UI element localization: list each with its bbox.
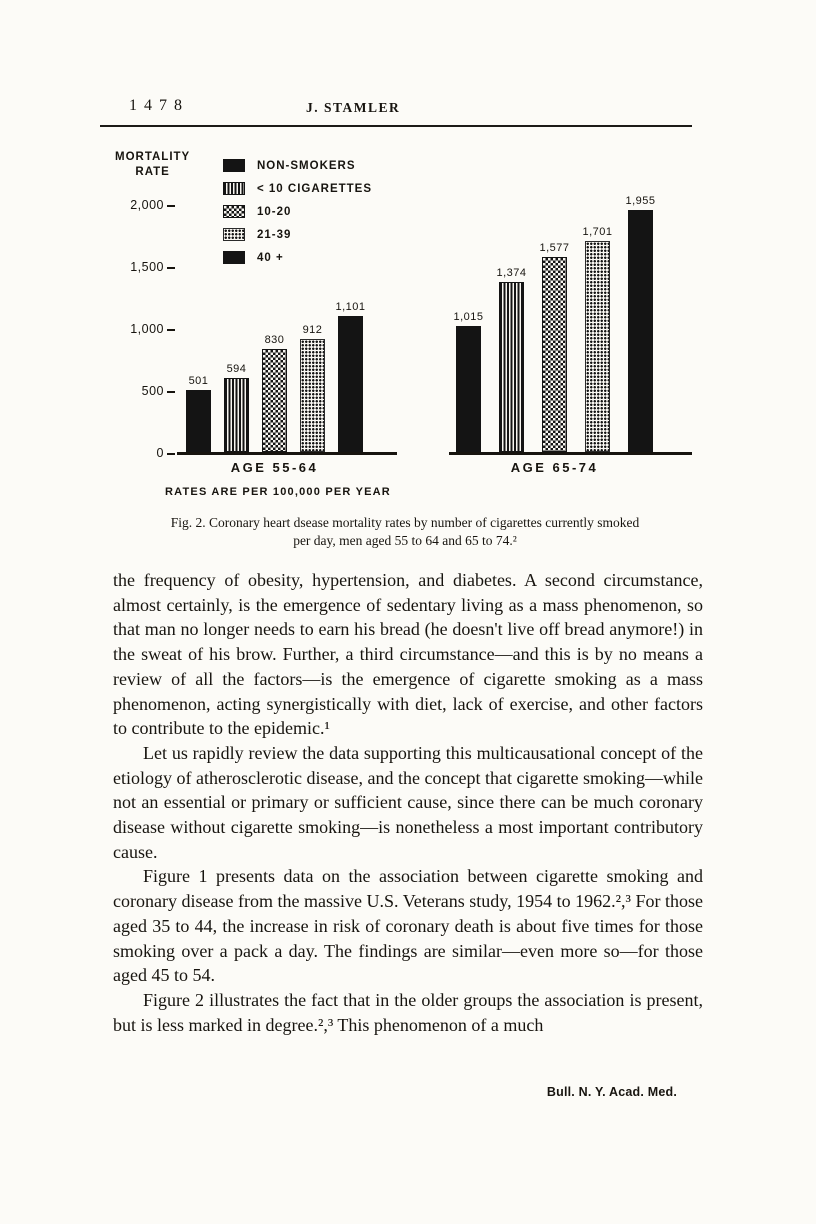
legend-label: 21-39 bbox=[257, 228, 292, 241]
bar-value: 1,015 bbox=[453, 311, 484, 323]
legend-label: < 10 CIGARETTES bbox=[257, 182, 373, 195]
tick-mark bbox=[167, 329, 175, 331]
tick-mark bbox=[167, 267, 175, 269]
bar-65-74-10-20 bbox=[539, 242, 570, 452]
bar-rect bbox=[224, 378, 249, 452]
bar-rect bbox=[186, 390, 211, 452]
bar-55-64-10-20 bbox=[262, 334, 287, 452]
bar-rect bbox=[499, 282, 524, 452]
bar-65-74-40plus bbox=[625, 195, 656, 452]
bar-rect bbox=[262, 349, 287, 452]
bar-55-64-40plus bbox=[335, 301, 366, 452]
bar-55-64-nonsmokers bbox=[186, 375, 211, 452]
bar-value: 912 bbox=[302, 324, 323, 336]
x-axis-baseline-left bbox=[177, 452, 397, 455]
bar-rect bbox=[300, 339, 325, 452]
tick-mark bbox=[167, 453, 175, 455]
y-tick-2000 bbox=[130, 198, 175, 212]
bar-group-age-65-74 bbox=[453, 195, 656, 452]
caption-line2: per day, men aged 55 to 64 and 65 to 74.² bbox=[293, 532, 517, 548]
y-tick-0 bbox=[157, 446, 175, 460]
bar-rect bbox=[542, 257, 567, 452]
body-text bbox=[113, 568, 703, 1037]
legend-label: 40 + bbox=[257, 251, 284, 264]
y-axis-title-line1: MORTALITY bbox=[115, 151, 191, 163]
bar-rect bbox=[338, 316, 363, 452]
y-tick-label: 2,000 bbox=[130, 198, 164, 213]
bar-value: 1,955 bbox=[625, 195, 656, 207]
bar-value: 1,374 bbox=[496, 267, 527, 279]
legend-label: 10-20 bbox=[257, 205, 292, 218]
bar-65-74-lt10 bbox=[496, 267, 527, 452]
bar-rect bbox=[585, 241, 610, 452]
y-tick-label: 1,500 bbox=[130, 260, 164, 275]
header-rule bbox=[100, 125, 692, 127]
legend-swatch-solid bbox=[223, 159, 245, 172]
y-tick-label: 1,000 bbox=[130, 322, 164, 337]
bar-value: 1,701 bbox=[582, 226, 613, 238]
bar-65-74-21-39 bbox=[582, 226, 613, 452]
x-axis-label-age-65-74: AGE 65-74 bbox=[510, 460, 599, 475]
rates-footnote: RATES ARE PER 100,000 PER YEAR bbox=[165, 486, 391, 498]
bar-value: 1,101 bbox=[335, 301, 366, 313]
paragraph-3: Figure 1 presents data on the association between cigarette smoking and coronary disease from the massive U.S. Veterans study, 1954 to 1962.²,³ For those aged 35 to 44, the increase in risk of coronary death is about five times for those smoking over a pack a day. The findings are similar—even more so—for those aged 45 to 54. bbox=[113, 866, 703, 986]
bar-rect bbox=[456, 326, 481, 452]
bar-group-age-55-64 bbox=[186, 301, 366, 452]
page-number: 1478 bbox=[129, 97, 189, 114]
paragraph-2: Let us rapidly review the data supporting this multicausational concept of the etiology of atherosclerotic disease, and the concept that cigarette smoking—while not an essential or primary or sufficient cause, since there can be much coronary disease without cigarette smoking—is nonetheless a most important contributory cause. bbox=[113, 742, 703, 862]
paragraph-4: Figure 2 illustrates the fact that in the older groups the association is present, but is less marked in degree.²,³ This phenomenon of a much bbox=[113, 989, 703, 1035]
bar-value: 1,577 bbox=[539, 242, 570, 254]
figure-2-chart bbox=[113, 142, 697, 564]
x-axis-label-age-55-64: AGE 55-64 bbox=[230, 460, 319, 475]
y-axis-title-line2: RATE bbox=[135, 166, 170, 178]
tick-mark bbox=[167, 391, 175, 393]
bar-rect bbox=[628, 210, 653, 452]
bar-value: 594 bbox=[226, 363, 247, 375]
bar-55-64-lt10 bbox=[224, 363, 249, 452]
y-tick-label: 500 bbox=[141, 384, 164, 399]
y-tick-1500 bbox=[130, 260, 175, 274]
legend-label: NON-SMOKERS bbox=[257, 159, 356, 172]
bar-65-74-nonsmokers bbox=[453, 311, 484, 452]
bar-value: 501 bbox=[188, 375, 209, 387]
bar-value: 830 bbox=[264, 334, 285, 346]
journal-footer: Bull. N. Y. Acad. Med. bbox=[546, 1085, 677, 1099]
paragraph-1: the frequency of obesity, hypertension, and diabetes. A second circumstance, almost certainly, is the emergence of sedentary living as a mass phenomenon, so that man no longer needs to earn his bread (he doesn't live off bread anymore!) in the sweat of his brow. Further, a third circumstance—and this is by no means a review of all the factors—is the emergence of cigarette smoking as a mass phenomenon, acting synergistically with diet, lack of exercise, and other factors to contribute to the epidemic.¹ bbox=[113, 570, 703, 739]
caption-line1: Fig. 2. Coronary heart dsease mortality rates by number of cigarettes currently smoked bbox=[170, 515, 640, 530]
y-tick-label: 0 bbox=[156, 446, 164, 460]
figure-caption bbox=[107, 514, 703, 549]
tick-mark bbox=[167, 205, 175, 207]
running-head: J. STAMLER bbox=[306, 100, 401, 115]
bar-55-64-21-39 bbox=[300, 324, 325, 452]
x-axis-baseline-right bbox=[449, 452, 692, 455]
y-tick-1000 bbox=[130, 322, 175, 336]
y-tick-500 bbox=[142, 384, 175, 398]
